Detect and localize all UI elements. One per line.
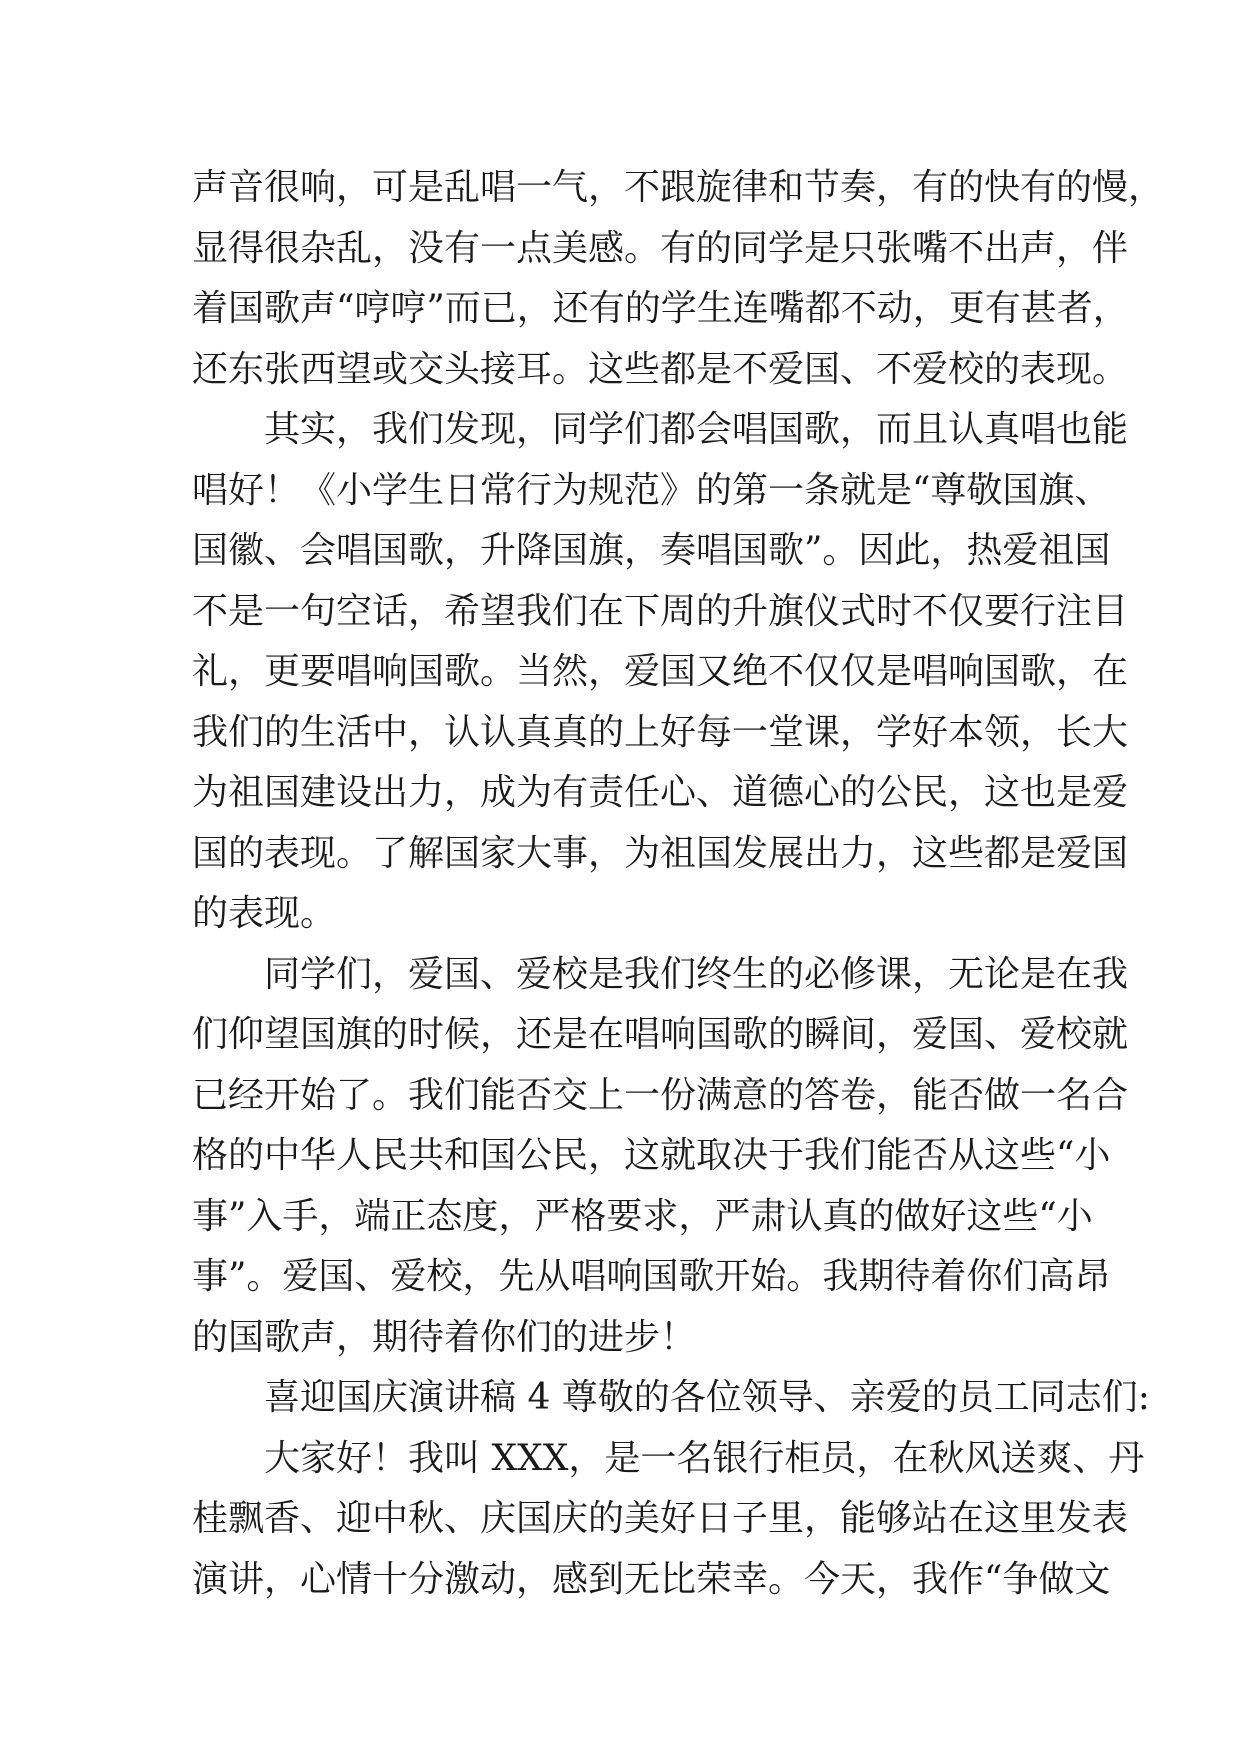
text-line: 礼，更要唱响国歌。当然，爱国又绝不仅仅是唱响国歌，在 [192,651,1129,692]
text-line: 们仰望国旗的时候，还是在唱响国歌的瞬间，爱国、爱校就 [192,1014,1129,1055]
text-line: 事”。爱国、爱校，先从唱响国歌开始。我期待着你们高昂 [192,1256,1111,1297]
text-line: 国徽、会唱国歌，升降国旗，奏唱国歌”。因此，热爱祖国 [192,530,1111,571]
text-line: 的表现。 [192,893,337,934]
text-line: 国的表现。了解国家大事，为祖国发展出力，这些都是爱国 [192,832,1129,874]
text-line: 格的中华人民共和国公民，这就取决于我们能否从这些“小 [192,1135,1111,1176]
text-line: 我们的生活中，认认真真的上好每一堂课，学好本领，长大 [192,711,1129,753]
text-line: 大家好！我叫 XXX，是一名银行柜员，在秋风送爽、丹 [264,1437,1145,1479]
text-line: 同学们，爱国、爱校是我们终生的必修课，无论是在我 [264,953,1129,995]
text-line: 显得很杂乱，没有一点美感。有的同学是只张嘴不出声，伴 [192,227,1129,269]
text-line: 桂飘香、迎中秋、庆国庆的美好日子里，能够站在这里发表 [192,1498,1129,1539]
text-line: 声音很响，可是乱唱一气，不跟旋律和节奏，有的快有的慢， [192,167,1165,208]
text-line: 已经开始了。我们能否交上一份满意的答卷，能否做一名合 [192,1074,1129,1116]
text-line: 还东张西望或交头接耳。这些都是不爱国、不爱校的表现。 [192,348,1129,390]
text-line: 为祖国建设出力，成为有责任心、道德心的公民，这也是爱 [192,772,1129,813]
text-line: 着国歌声“哼哼”而已，还有的学生连嘴都不动，更有甚者， [192,288,1129,329]
text-line: 喜迎国庆演讲稿 4 尊敬的各位领导、亲爱的员工同志们: [264,1377,1150,1418]
text-line: 不是一句空话，希望我们在下周的升旗仪式时不仅要行注目 [192,590,1129,632]
text-line: 演讲，心情十分激动，感到无比荣幸。今天，我作“争做文 [192,1558,1111,1600]
text-line: 事”入手，端正态度，严格要求，严肃认真的做好这些“小 [192,1195,1093,1237]
text-line: 唱好！《小学生日常行为规范》的第一条就是“尊敬国旗、 [192,469,1111,511]
text-line: 的国歌声，期待着你们的进步！ [192,1316,697,1358]
text-line: 其实，我们发现，同学们都会唱国歌，而且认真唱也能 [264,409,1129,450]
body-text [192,158,1165,1610]
